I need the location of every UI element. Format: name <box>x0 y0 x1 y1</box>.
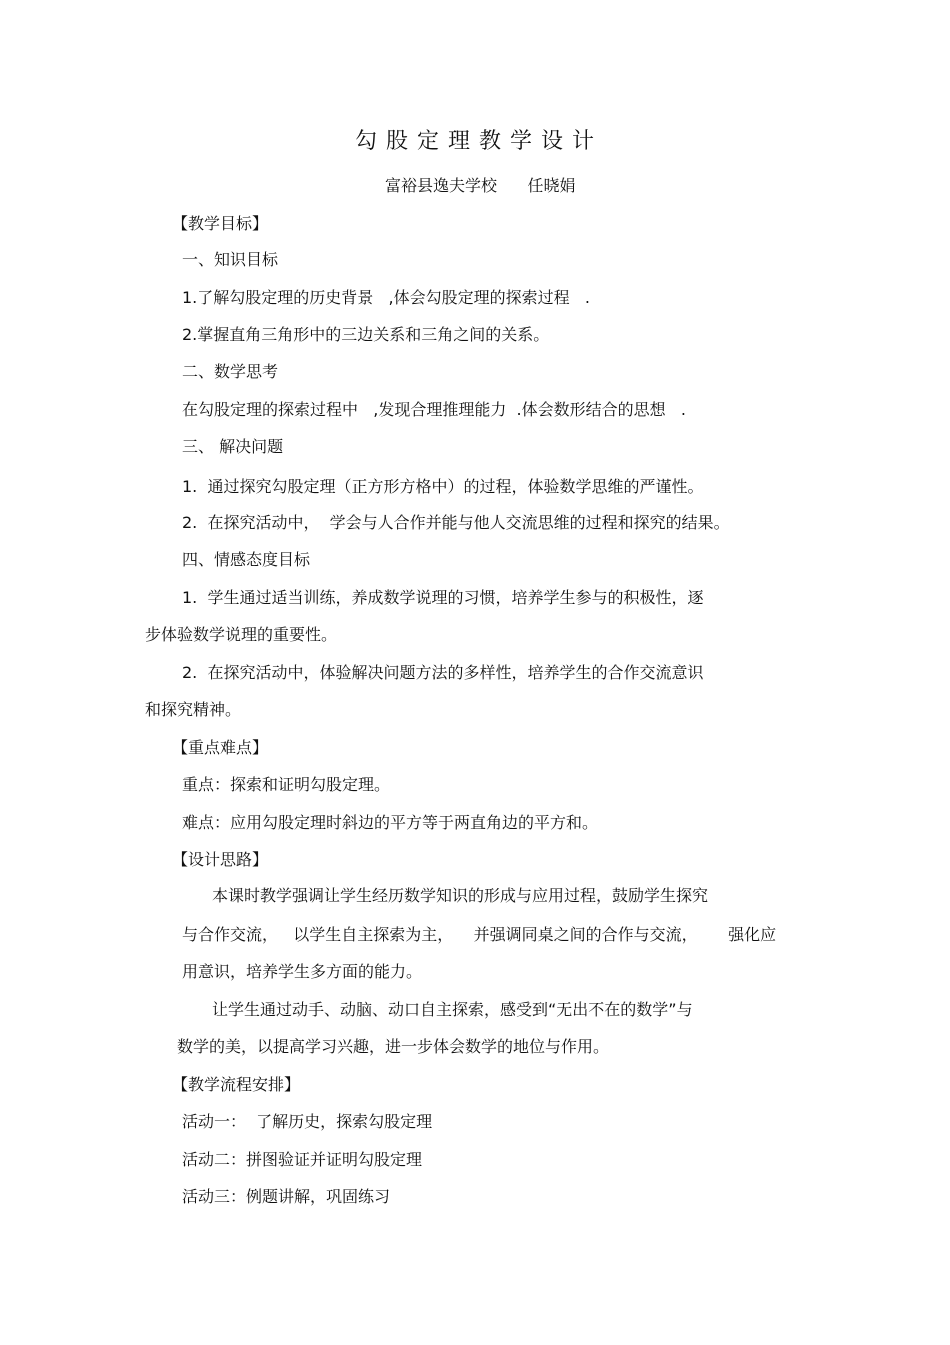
section-heading-design: 【设计思路】 <box>172 850 269 869</box>
author-byline: 富裕县逸夫学校 任晓娟 <box>385 176 576 195</box>
text-line: 用意识，培养学生多方面的能力。 <box>182 962 423 981</box>
text-line: 2.掌握直角三角形中的三边关系和三角之间的关系。 <box>182 325 550 344</box>
text-line: 与合作交流， 以学生自主探索为主， 并强调同桌之间的合作与交流， 强化应 <box>182 925 777 944</box>
text-line: 2. 在探究活动中， 学会与人合作并能与他人交流思维的过程和探究的结果。 <box>182 513 730 532</box>
text-line: 数学的美，以提高学习兴趣，进一步体会数学的地位与作用。 <box>177 1037 610 1056</box>
document-title: 勾 股 定 理 教 学 设 计 <box>355 129 595 154</box>
section-heading-objectives: 【教学目标】 <box>172 214 269 233</box>
activity-item: 活动二：拼图验证并证明勾股定理 <box>182 1150 423 1169</box>
text-line: 1.了解勾股定理的历史背景 ,体会勾股定理的探索过程 . <box>182 288 590 307</box>
section-heading-key-points: 【重点难点】 <box>172 738 269 757</box>
subheading-knowledge: 一、知识目标 <box>182 250 279 269</box>
subheading-thinking: 二、数学思考 <box>182 362 279 381</box>
text-line: 1. 通过探究勾股定理（正方形方格中）的过程，体验数学思维的严谨性。 <box>182 477 704 496</box>
text-line: 难点：应用勾股定理时斜边的平方等于两直角边的平方和。 <box>182 813 599 832</box>
text-line: 步体验数学说理的重要性。 <box>145 625 338 644</box>
section-heading-flow: 【教学流程安排】 <box>172 1075 301 1094</box>
subheading-attitude: 四、情感态度目标 <box>182 550 311 569</box>
text-line: 在勾股定理的探索过程中 ,发现合理推理能力 .体会数形结合的思想 . <box>182 400 686 419</box>
text-line: 1. 学生通过适当训练，养成数学说理的习惯，培养学生参与的积极性，逐 <box>182 588 704 607</box>
subheading-problem-solving: 三、 解决问题 <box>182 437 284 456</box>
text-line: 重点：探索和证明勾股定理。 <box>182 775 391 794</box>
text-line: 本课时教学强调让学生经历数学知识的形成与应用过程，鼓励学生探究 <box>212 886 709 905</box>
text-line: 2. 在探究活动中，体验解决问题方法的多样性，培养学生的合作交流意识 <box>182 663 704 682</box>
activity-item: 活动一： 了解历史，探索勾股定理 <box>182 1112 433 1131</box>
activity-item: 活动三：例题讲解，巩固练习 <box>182 1187 391 1206</box>
text-line: 让学生通过动手、动脑、动口自主探索，感受到“无出不在的数学”与 <box>212 1000 693 1019</box>
text-line: 和探究精神。 <box>145 700 242 719</box>
